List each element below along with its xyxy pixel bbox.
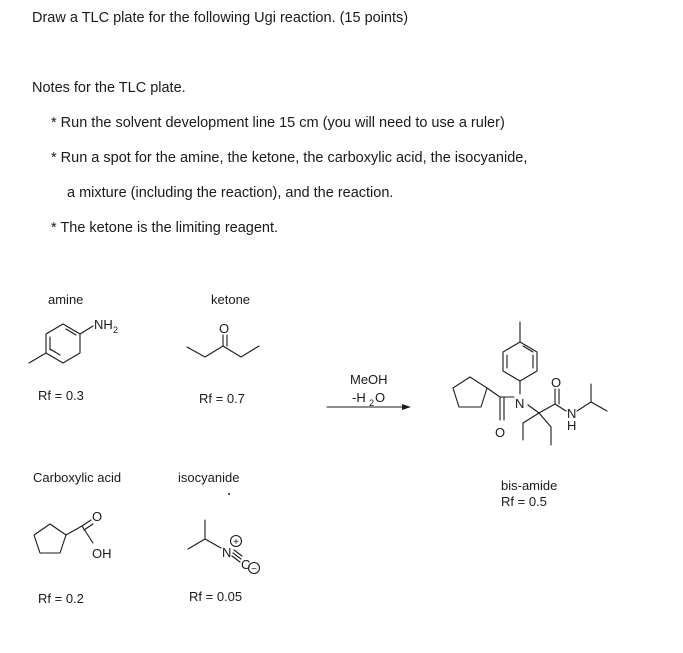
product-nh-h-label: H (567, 418, 577, 433)
acid-rf: Rf = 0.2 (38, 591, 84, 606)
isocyanide-plus-charge: + (233, 537, 239, 548)
note-item-1: * Run the solvent development line 15 cm (you will need to use a ruler) (51, 115, 505, 131)
ketone-label: ketone (211, 292, 251, 307)
amine-nh-label: NH (94, 317, 113, 332)
isocyanide-label: isocyanide (178, 470, 240, 485)
acid-label: Carboxylic acid (33, 470, 122, 485)
ketone-rf: Rf = 0.7 (199, 391, 245, 406)
byproduct-o-label: O (375, 390, 386, 405)
note-item-2-continued: a mixture (including the reaction), and the reaction. (67, 185, 394, 201)
byproduct-h-label: -H (352, 390, 366, 405)
amine-nh-subscript: 2 (113, 325, 119, 335)
product-carbonyl-o2-label: O (551, 375, 562, 390)
isocyanide-n-label: N (222, 545, 232, 560)
product-carbonyl-o1-label: O (495, 425, 506, 440)
product-nh-n-label: N (567, 406, 577, 421)
amine-label: amine (48, 292, 84, 307)
product-name: bis-amide (501, 478, 558, 493)
solvent-label: MeOH (350, 372, 388, 387)
isocyanide-c-label: C (241, 557, 251, 572)
note-item-3: * The ketone is the limiting reagent. (51, 220, 279, 236)
question-title: Draw a TLC plate for the following Ugi reaction. (15 points) (32, 10, 409, 26)
acid-carbonyl-o-label: O (92, 509, 103, 524)
byproduct-subscript: 2 (369, 398, 375, 408)
ketone-oxygen-label: O (219, 321, 230, 336)
amine-rf: Rf = 0.3 (38, 388, 84, 403)
product-rf: Rf = 0.5 (501, 494, 547, 509)
product-tolyl-ring (503, 342, 537, 381)
notes-heading: Notes for the TLC plate. (32, 80, 186, 96)
isocyanide-rf: Rf = 0.05 (189, 589, 243, 604)
note-item-2: * Run a spot for the amine, the ketone, the carboxylic acid, the isocyanide, (51, 150, 528, 166)
product-amide-n-label: N (515, 396, 525, 411)
acid-oh-label: OH (92, 546, 112, 561)
isocyanide-minus-charge: − (251, 564, 257, 575)
